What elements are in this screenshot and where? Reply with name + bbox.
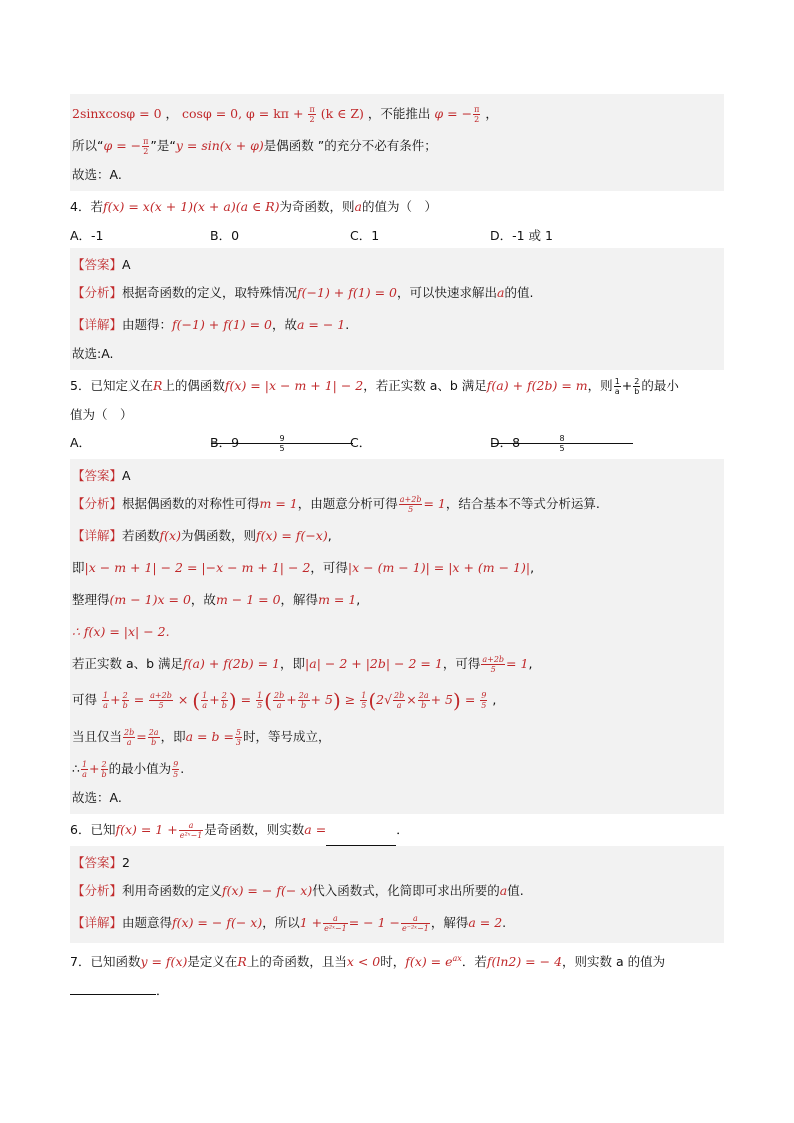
plus: + xyxy=(89,760,100,776)
text: ， xyxy=(165,106,179,121)
denominator: a xyxy=(103,701,108,710)
fraction xyxy=(149,691,173,710)
math: f(x) = − f(− x) xyxy=(172,914,263,930)
numerator: 1 xyxy=(81,759,88,769)
math: 2sinxcosφ = 0 xyxy=(72,106,162,121)
numerator: a+2b xyxy=(150,691,172,700)
text: ． xyxy=(396,821,409,837)
fraction xyxy=(298,691,310,710)
fraction xyxy=(308,105,315,124)
times: × xyxy=(406,692,417,707)
text: , xyxy=(530,560,535,575)
text: 整理得 xyxy=(72,592,110,607)
math: f(x) = f(−x) xyxy=(255,528,328,543)
option-c: C．1 xyxy=(350,228,380,243)
plus: + xyxy=(621,378,633,393)
text: 的最小 xyxy=(641,378,679,393)
numerator: 2 xyxy=(221,691,227,700)
prev-choose: 故选：A. xyxy=(72,167,122,182)
denominator: 5 xyxy=(481,701,487,710)
text: 即 xyxy=(72,560,85,575)
text: , xyxy=(528,656,533,671)
text: 4．若 xyxy=(70,199,103,214)
text: 利用奇函数的定义 xyxy=(122,882,223,898)
text: 时， xyxy=(380,953,406,969)
text: 所以“ xyxy=(72,138,104,153)
paren: ) xyxy=(332,688,341,713)
numerator: 2 xyxy=(122,691,128,700)
answer-value: A xyxy=(122,468,131,483)
math: m = 1 xyxy=(259,496,298,511)
numerator: π xyxy=(309,105,315,114)
text: 根据偶函数的对称性可得 xyxy=(122,496,260,511)
answer-tag: 【答案】 xyxy=(72,468,123,483)
q5-detail-1 xyxy=(72,520,722,552)
denominator: b xyxy=(122,701,128,710)
text: 为奇函数，则 xyxy=(279,199,355,214)
detail-tag: 【详解】 xyxy=(72,528,123,543)
fraction xyxy=(481,655,505,674)
text: ”是“ xyxy=(150,138,176,153)
math: a = xyxy=(304,821,327,837)
answer-blank[interactable] xyxy=(326,831,396,846)
q6-answer xyxy=(72,850,722,875)
plus: + xyxy=(209,692,220,707)
math: f(x) = x(x + 1)(x + a)(a ∈ R) xyxy=(102,199,280,214)
text: 上的奇函数，且当 xyxy=(246,953,347,969)
q4-solution-block xyxy=(70,248,724,370)
q5-stem-2: 值为（ ） xyxy=(70,407,133,422)
q5-stem xyxy=(70,370,724,402)
denominator: a xyxy=(396,701,402,710)
q6-detail xyxy=(72,907,722,939)
option-b: B．0 xyxy=(210,228,240,243)
fraction xyxy=(148,728,160,747)
fraction xyxy=(393,691,405,710)
denominator: a xyxy=(276,701,282,710)
fraction xyxy=(102,691,109,710)
numerator: a+2b xyxy=(399,495,422,504)
answer-blank[interactable] xyxy=(70,980,156,995)
denominator: 2 xyxy=(474,115,480,124)
denominator: 5 xyxy=(559,444,565,453)
math: f(−1) + f(1) = 0 xyxy=(172,317,272,332)
math: a xyxy=(354,199,362,214)
denominator: a xyxy=(614,387,620,396)
text: ，则实数 a 的值为 xyxy=(562,953,666,969)
q5-detail-4 xyxy=(72,616,722,648)
q5-options xyxy=(70,427,724,459)
option-b: B．9 xyxy=(210,435,240,450)
prev-line-1 xyxy=(72,98,722,130)
text: ，解得 xyxy=(280,592,319,607)
text: ，可得 xyxy=(442,656,481,671)
math: R xyxy=(152,378,163,393)
denominator: b xyxy=(151,737,157,747)
math: R xyxy=(237,953,247,969)
numerator: 9 xyxy=(173,759,179,769)
denominator: b xyxy=(421,701,427,710)
numerator: π xyxy=(474,105,480,114)
text: ． xyxy=(156,982,169,998)
q4-answer xyxy=(72,252,722,277)
text: 代入函数式，化简即可求出所要的 xyxy=(312,882,500,898)
fraction xyxy=(172,760,179,779)
q4-choose: 故选:A. xyxy=(72,346,114,361)
text: ，解得 xyxy=(430,914,469,930)
text: 可得 xyxy=(72,692,98,707)
math: a = − 1 xyxy=(296,317,346,332)
text: 为偶函数，则 xyxy=(180,528,256,543)
numerator: 9 xyxy=(481,691,487,700)
text: 是偶函数 ”的充分不必有条件； xyxy=(263,138,437,153)
document-page xyxy=(70,94,724,1003)
times: × xyxy=(177,692,189,707)
text: 7．已知函数 xyxy=(70,953,141,969)
denominator: b xyxy=(221,701,227,710)
math: a xyxy=(499,882,508,898)
text: ，即 xyxy=(280,656,306,671)
math: (m − 1)x = 0 xyxy=(109,592,191,607)
math: φ = − xyxy=(434,106,473,121)
denominator: 5 xyxy=(173,769,179,779)
analysis-tag: 【分析】 xyxy=(72,496,123,511)
text: . xyxy=(502,914,507,930)
denominator: 5 xyxy=(158,701,164,710)
q5-answer xyxy=(72,463,722,488)
q5-detail-7 xyxy=(72,721,722,753)
fraction xyxy=(633,377,640,396)
equals: = xyxy=(464,692,476,707)
numerator: 2 xyxy=(101,759,107,769)
text: ，故 xyxy=(190,592,216,607)
option-a: A．-1 xyxy=(70,228,104,243)
text: , xyxy=(356,592,361,607)
q6-stem xyxy=(70,814,724,846)
fraction xyxy=(221,691,228,710)
text: 上的偶函数 xyxy=(162,378,225,393)
text: , xyxy=(492,692,497,707)
math: f(x) = |x − m + 1| − 2 xyxy=(224,378,364,393)
text: 时，等号成立， xyxy=(243,728,331,744)
q6-solution-block xyxy=(70,846,724,943)
text: ，故 xyxy=(271,317,297,332)
denominator: a xyxy=(126,737,132,747)
numerator: 2b xyxy=(124,727,135,737)
q5-detail-2 xyxy=(72,552,722,584)
denominator: a xyxy=(202,701,208,710)
paren: ( xyxy=(192,688,201,713)
denominator: 5 xyxy=(279,444,285,453)
math: f(x) = − f(− x) xyxy=(222,882,313,898)
q5-detail-5 xyxy=(72,648,722,680)
denominator: 5 xyxy=(490,665,496,674)
text: 6．已知 xyxy=(70,821,116,837)
inequality-chain xyxy=(101,688,492,713)
math: cosφ = 0, φ = kπ + xyxy=(182,106,304,121)
numerator: a+2b xyxy=(482,655,505,664)
text: ∴ xyxy=(72,760,80,776)
math: f(x) = 1 + xyxy=(115,821,178,837)
math: a = b = xyxy=(185,728,234,744)
text: ，可以快速求解出 xyxy=(396,285,497,300)
numerator: 1 xyxy=(202,691,208,700)
text: 根据奇函数的定义，取特殊情况 xyxy=(122,285,298,300)
q5-analysis xyxy=(72,488,722,520)
denominator: 5 xyxy=(257,701,263,710)
math: 1 + xyxy=(299,914,323,930)
math: |x − (m − 1)| = |x + (m − 1)| xyxy=(347,560,531,575)
denominator: e²ˣ−1 xyxy=(179,830,203,840)
text: ．若 xyxy=(461,953,487,969)
q5-detail-8 xyxy=(72,753,722,785)
math: m = 1 xyxy=(318,592,357,607)
text: . xyxy=(345,317,350,332)
math: (k ∈ Z) xyxy=(320,106,364,121)
answer-tag: 【答案】 xyxy=(72,854,123,870)
math: f(ln2) = − 4 xyxy=(486,953,563,969)
math: y = f(x) xyxy=(140,953,188,969)
fraction xyxy=(122,691,129,710)
q4-options xyxy=(70,223,724,248)
q4-detail xyxy=(72,309,722,341)
text: 若函数 xyxy=(122,528,160,543)
q5-solution-block xyxy=(70,459,724,814)
denominator: e⁻²ˣ−1 xyxy=(402,923,429,933)
math: = 1 xyxy=(506,656,529,671)
text: 是奇函数，则实数 xyxy=(204,821,305,837)
fraction xyxy=(401,914,430,933)
text: A． xyxy=(70,435,92,450)
numerator: 2b xyxy=(394,691,405,700)
text: 的值为（ ） xyxy=(362,199,438,214)
fraction xyxy=(480,691,487,710)
math: |x − m + 1| − 2 = |−x − m + 1| − 2 xyxy=(84,560,311,575)
denominator: 2 xyxy=(309,115,315,124)
q7-stem xyxy=(70,943,724,978)
math: y = sin(x + φ) xyxy=(175,138,264,153)
paren: ) xyxy=(228,688,237,713)
q6-analysis xyxy=(72,875,722,907)
detail-tag: 【详解】 xyxy=(72,317,123,332)
sqrt-sign: √ xyxy=(384,692,393,707)
fraction xyxy=(273,691,285,710)
analysis-tag: 【分析】 xyxy=(72,285,123,300)
math: f(−1) + f(1) = 0 xyxy=(297,285,397,300)
numerator: a xyxy=(323,914,348,924)
numerator: 2b xyxy=(273,691,285,700)
text: ，结合基本不等式分析运算. xyxy=(445,496,600,511)
fraction xyxy=(179,821,204,840)
fraction xyxy=(101,760,108,779)
q7-stem-2 xyxy=(70,978,724,1003)
text: ，不能推出 xyxy=(367,106,431,121)
fraction xyxy=(614,377,621,396)
fraction xyxy=(81,760,88,779)
math: + 5 xyxy=(310,692,333,707)
prev-line-2 xyxy=(72,130,722,162)
fraction xyxy=(323,914,348,933)
math: f(x) xyxy=(159,528,181,543)
fraction xyxy=(235,728,242,747)
numerator: a xyxy=(401,914,430,924)
fraction xyxy=(399,495,423,514)
numerator: 1 xyxy=(257,691,263,700)
math: m − 1 = 0 xyxy=(215,592,281,607)
paren: ) xyxy=(453,688,461,713)
text: ，由题意分析可得 xyxy=(297,496,398,511)
text: ，即 xyxy=(160,728,186,744)
denominator: 3 xyxy=(235,737,242,747)
q5-choose: 故选：A. xyxy=(72,789,122,805)
equals: = xyxy=(133,692,145,707)
math: x < 0 xyxy=(346,953,381,969)
math: |a| − 2 + |2b| − 2 = 1 xyxy=(305,656,443,671)
fraction xyxy=(123,728,135,747)
math: = − 1 − xyxy=(348,914,401,930)
math: φ = − xyxy=(103,138,142,153)
fraction xyxy=(201,691,208,710)
numerator: 2 xyxy=(634,377,640,386)
denominator: b xyxy=(634,387,640,396)
fraction xyxy=(360,691,367,710)
fraction xyxy=(473,105,480,124)
text: 的值. xyxy=(504,285,534,300)
math: f(x) = e xyxy=(405,953,453,969)
fraction xyxy=(142,137,149,156)
text: ， xyxy=(485,106,498,121)
q4-stem xyxy=(70,191,724,223)
math: a = 2 xyxy=(468,914,503,930)
denominator: 5 xyxy=(408,505,414,514)
q5-detail-6 xyxy=(72,680,722,721)
numerator: π xyxy=(143,137,149,146)
text: 是定义在 xyxy=(187,953,238,969)
numerator: a xyxy=(179,821,204,831)
plus: + xyxy=(286,692,297,707)
answer-value: A xyxy=(122,257,131,272)
numerator: 5 xyxy=(235,727,242,737)
numerator: 9 xyxy=(211,434,353,444)
option-d: D．-1 或 1 xyxy=(490,228,553,243)
fraction xyxy=(418,691,430,710)
text: ，则 xyxy=(587,378,613,393)
answer-value: 2 xyxy=(122,854,130,870)
geq: ≥ xyxy=(344,692,356,707)
text: ，所以 xyxy=(262,914,300,930)
text: 若正实数 a、b 满足 xyxy=(72,656,184,671)
math: f(a) + f(2b) = m xyxy=(486,378,588,393)
text: , xyxy=(327,528,332,543)
exponent: ax xyxy=(452,953,462,963)
paren: ( xyxy=(368,688,377,713)
text: 由题意得 xyxy=(122,914,173,930)
math: 2 xyxy=(376,692,385,707)
q5-detail-3 xyxy=(72,584,722,616)
text: 当且仅当 xyxy=(72,728,123,744)
text: 5．已知定义在 xyxy=(70,378,153,393)
math: = 1 xyxy=(423,496,446,511)
text: ，若正实数 a、b 满足 xyxy=(363,378,487,393)
denominator: b xyxy=(301,701,307,710)
math: f(a) + f(2b) = 1 xyxy=(183,656,281,671)
text: . xyxy=(180,760,185,776)
analysis-tag: 【分析】 xyxy=(72,882,123,898)
math: = xyxy=(136,728,147,744)
text: C． xyxy=(350,435,372,450)
fraction xyxy=(256,691,263,710)
text: 的最小值为 xyxy=(108,760,172,776)
denominator: b xyxy=(101,769,107,779)
math: ∴ f(x) = |x| − 2. xyxy=(72,624,170,639)
text: ，可得 xyxy=(310,560,348,575)
plus: + xyxy=(110,692,121,707)
numerator: 1 xyxy=(614,377,620,386)
detail-tag: 【详解】 xyxy=(72,914,123,930)
text: 值. xyxy=(507,882,524,898)
numerator: 2a xyxy=(298,691,309,700)
numerator: 2a xyxy=(418,691,429,700)
math: + 5 xyxy=(430,692,454,707)
numerator: 2a xyxy=(148,727,159,737)
option-d: D．8 xyxy=(490,435,521,450)
text: 由题得： xyxy=(122,317,173,332)
numerator: 8 xyxy=(491,434,633,444)
prev-solution-block xyxy=(70,94,724,191)
denominator: a xyxy=(82,769,87,779)
denominator: e²ˣ−1 xyxy=(324,923,347,933)
denominator: 2 xyxy=(143,147,149,156)
numerator: 1 xyxy=(103,691,109,700)
q4-analysis xyxy=(72,277,722,309)
equals: = xyxy=(240,692,252,707)
denominator: 5 xyxy=(361,701,367,710)
math: a xyxy=(496,285,505,300)
numerator: 1 xyxy=(361,691,367,700)
answer-tag: 【答案】 xyxy=(72,257,123,272)
paren: ( xyxy=(264,688,272,713)
